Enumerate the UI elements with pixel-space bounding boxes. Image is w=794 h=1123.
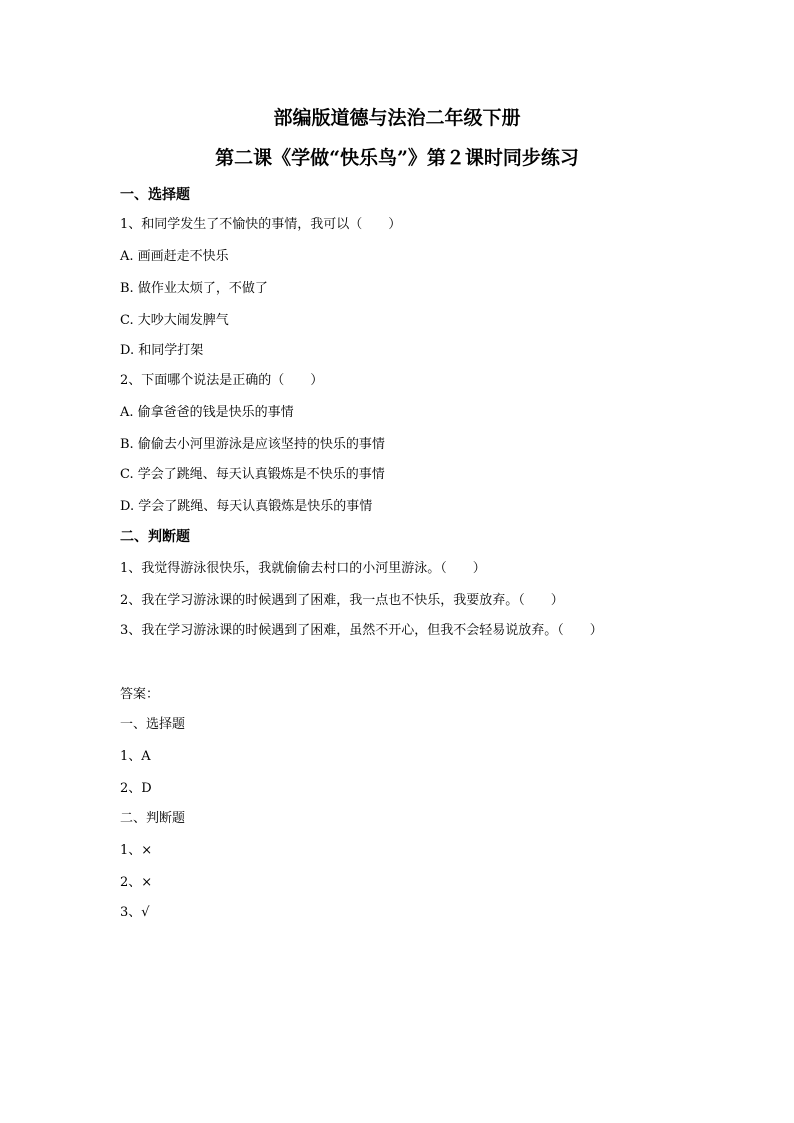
answer-2: 2、D [120,781,152,796]
question-1-stem: 1、和同学发生了不愉快的事情，我可以（ ） [120,217,402,232]
question-2-option-c: C. 学会了跳绳、每天认真锻炼是不快乐的事情 [120,467,385,482]
section-heading-choice: 一、选择题 [120,187,190,203]
question-2-stem: 2、下面哪个说法是正确的（ ） [120,373,324,388]
judgement-answer-3: 3、√ [120,905,150,920]
section-heading-judgement: 二、判断题 [120,529,190,545]
judgement-answer-2: 2、× [120,875,153,890]
answers-section-1-heading: 一、选择题 [120,717,186,732]
answers-label: 答案： [120,687,160,702]
question-1-option-c: C. 大吵大闹发脾气 [120,313,229,328]
judgement-item-2: 2、我在学习游泳课的时候遇到了困难，我一点也不快乐，我要放弃。（ ） [120,593,564,608]
question-2-option-a: A. 偷拿爸爸的钱是快乐的事情 [120,405,294,420]
judgement-answer-1: 1、× [120,843,153,858]
answers-section-2-heading: 二、判断题 [120,811,186,826]
document-title: 部编版道德与法治二年级下册 [273,107,521,129]
question-1-option-a: A. 画画赶走不快乐 [120,249,229,264]
judgement-item-3: 3、我在学习游泳课的时候遇到了困难，虽然不开心，但我不会轻易说放弃。（ ） [120,623,603,638]
lesson-subtitle: 第二课《学做“快乐鸟”》第２课时同步练习 [215,147,579,169]
question-2-option-b: B. 偷偷去小河里游泳是应该坚持的快乐的事情 [120,437,385,452]
question-2-option-d: D. 学会了跳绳、每天认真锻炼是快乐的事情 [120,499,373,514]
judgement-item-1: 1、我觉得游泳很快乐，我就偷偷去村口的小河里游泳。（ ） [120,561,486,576]
question-1-option-b: B. 做作业太烦了，不做了 [120,281,268,296]
answer-1: 1、A [120,749,151,764]
question-1-option-d: D. 和同学打架 [120,343,204,358]
